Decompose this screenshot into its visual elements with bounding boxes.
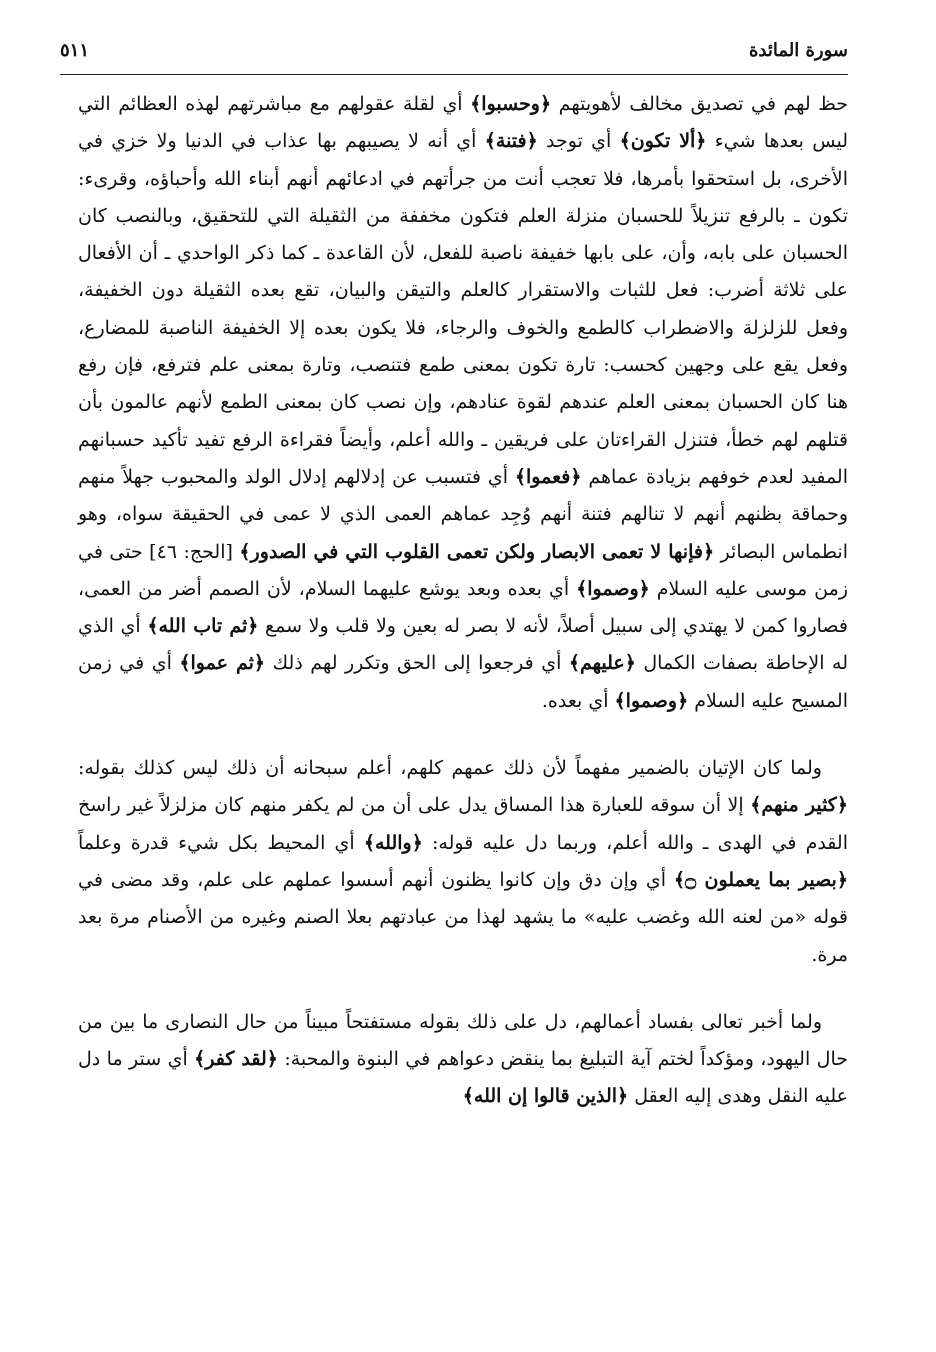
commentary-segment: أي ستر ما دل عليه النقل وهدى إليه العقل [78, 1048, 848, 1108]
quran-quote: ﴿فتنة﴾ [484, 130, 538, 153]
quran-quote: ﴿الذين قالوا إن الله﴾ [462, 1085, 629, 1108]
page-header [60, 36, 848, 75]
quran-quote: ﴿والله﴾ [363, 831, 423, 854]
commentary-segment: أي أنه لا يصيبهم بها عذاب في الدنيا ولا خزي في الأخرى، بل استحقوا بأمرها، فلا تعجب أنت من جرأتهم في ادعائهم أنهم أبناء الله وأحباؤه، وقرىء: تكون ـ بالرفع تنزيلاً للحسبان منزلة العلم فتكون مخففة من الثقيلة التي للتحقيق، وبالنصب كان الحسبان على بابه، وأن، على بابها خفيفة ناصبة للفعل، لأن القاعدة ـ كما ذكر الواحدي ـ أن الأفعال على ثلاثة أضرب: فعل للثبات والاستقرار كالعلم والتيقن والبيان، تقع بعده الثقيلة دون الخفيفة، وفعل للزلزلة والاضطراب كالطمع والخوف والرجاء، فلا يكون بعده إلا الخفيفة الناصبة للمضارع، وفعل يقع على وجهين كحسب: تارة تكون بمعنى طمع فتنصب، وتارة بمعنى علم فترفع، فإن رفع هنا كان الحسبان بمعنى العلم عندهم لقوة عنادهم، وإن نصب كان بمعنى الطمع لأنهم عالمون بأن قتلهم لهم خطأ، فتنزل القراءتان على فريقين ـ والله أعلم، وأيضاً فقراءة الرفع تفيد تأكيد حسبانهم المفيد لعدم خوفهم بزيادة عماهم [78, 130, 848, 488]
commentary-segment: أي فتسبب عن إدلالهم إدلال الولد والمحبوب جهلاً منهم وحماقة بظنهم أنهم لا تنالهم فتنة أنهم وُجِد عماهم العمى الذي لا عمى في الحقيقة سواه، وهو انطماس البصائر [78, 465, 848, 563]
quran-quote: ﴿بصير بما يعملون ۝﴾ [673, 868, 848, 891]
quran-quote: ﴿ألا تكون﴾ [619, 130, 707, 153]
commentary-segment: أي المحيط بكل شيء قدرة وعلماً [78, 831, 364, 854]
paragraph-spacer [78, 720, 848, 750]
commentary-segment: أي الذي له الإحاطة بصفات الكمال [78, 615, 848, 675]
quran-quote: ﴿ثم عموا﴾ [179, 652, 266, 675]
commentary-segment: حظ لهم في تصديق مخالف لأهويتهم [551, 93, 848, 115]
page-number: ٥١١ [60, 40, 90, 61]
commentary-segment: أي فرجعوا إلى الحق وتكرر لهم ذلك [265, 652, 569, 675]
commentary-segment: [الحج: ٤٦] حتى في زمن موسى عليه السلام [78, 540, 848, 600]
paragraph [78, 86, 848, 720]
paragraph-spacer [78, 974, 848, 1004]
quran-quote: ﴿وحسبوا﴾ [470, 93, 552, 115]
quran-quote: ﴿كثير منهم﴾ [750, 794, 848, 817]
commentary-segment: أي بعده. [541, 689, 615, 712]
quran-quote: ﴿عليهم﴾ [568, 652, 636, 675]
quran-quote: ﴿فإنها لا تعمى الابصار ولكن تعمى القلوب التي في الصدور﴾ [239, 540, 715, 563]
quran-quote: ﴿ثم تاب الله﴾ [147, 615, 259, 638]
quran-quote: ﴿وصموا﴾ [576, 577, 650, 600]
paragraph [78, 1004, 848, 1116]
commentary-text [78, 86, 848, 1116]
commentary-segment: أي في زمن المسيح عليه السلام [78, 652, 848, 712]
quran-quote: ﴿وصموا﴾ [614, 689, 689, 712]
commentary-segment: أي وإن دق وإن كانوا يظنون أنهم أسسوا عملهم على علم، وقد مضى في قوله «من لعنه الله وغضب عليه» ما يشهد لهذا من عبادتهم بعلا الصنم وغيره من الأصنام مرة بعد مرة. [78, 868, 848, 966]
commentary-segment: إلا أن سوقه للعبارة هذا المساق يدل على أن من لم يكفر منهم كان مزلزلاً غير راسخ القدم في الهدى ـ والله أعلم، وربما دل عليه قوله: [78, 794, 848, 854]
quran-quote: ﴿لقد كفر﴾ [194, 1048, 278, 1071]
commentary-segment: ولما أخبر تعالى بفساد أعمالهم، دل على ذلك بقوله مستفتحاً مبيناً من حال النصارى ما بين من حال اليهود، ومؤكداً لختم آية التبليغ بما ينقض دعواهم في البنوة والمحبة: [78, 1010, 848, 1071]
commentary-segment: أي توجد [537, 130, 620, 153]
surah-title: سورة المائدة [748, 40, 848, 61]
commentary-segment: أي بعده وبعد يوشع عليهما السلام، لأن الصمم أضر من العمى، فصاروا كمن لا يهتدي إلى سبيل أصلاً، لأنه لا بصر له بعين ولا قلب ولا سمع [78, 577, 848, 638]
quran-quote: ﴿فعموا﴾ [514, 465, 582, 488]
commentary-segment: أي لقلة عقولهم مع مباشرتهم لهذه العظائم التي ليس بعدها شيء [78, 93, 849, 153]
commentary-segment: ولما كان الإتيان بالضمير مفهماً لأن ذلك عمهم كلهم، أعلم سبحانه أن ذلك ليس كذلك بقوله: [78, 757, 822, 780]
paragraph [78, 750, 848, 974]
